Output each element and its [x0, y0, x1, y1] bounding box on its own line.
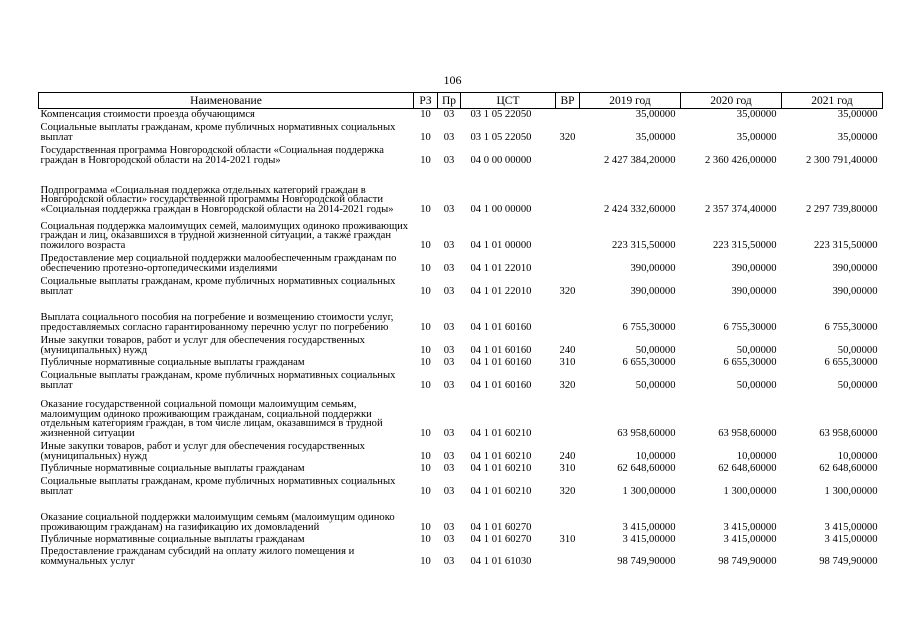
row-cst: 03 1 05 22050: [470, 108, 532, 120]
row-name: Социальные выплаты гражданам, кроме публичных нормативных социальных выплат: [40, 276, 396, 297]
row-pr: 03: [443, 108, 455, 120]
row-pr: 03: [443, 203, 455, 215]
row-2019: 390,00000: [630, 262, 676, 274]
row-2021: 1 300,00000: [824, 485, 878, 497]
row-2020: 50,00000: [736, 344, 777, 356]
row-name: Государственная программа Новгородской области «Социальная поддержка граждан в Новгородской области на 2014-2021 годы»: [40, 145, 384, 166]
row-2020: 62 648,60000: [718, 462, 777, 474]
row-vr: [556, 144, 580, 167]
row-pr: 03: [443, 154, 455, 166]
row-2021: 2 300 791,40000: [805, 154, 878, 166]
row-2021: 63 958,60000: [819, 427, 878, 439]
row-name: Иные закупки товаров, работ и услуг для обеспечения государственных (муниципальных) нужд: [40, 335, 365, 356]
row-cst: 04 1 01 60160: [470, 379, 532, 391]
row-pr: 03: [443, 521, 455, 533]
row-2020: 98 749,90000: [718, 555, 777, 567]
row-pr: 03: [443, 427, 455, 439]
row-cst: 04 1 01 60210: [470, 427, 532, 439]
row-vr: 320: [559, 131, 576, 143]
table-row: [39, 144, 883, 167]
row-vr: [556, 216, 580, 252]
row-2019: 35,00000: [635, 108, 676, 120]
header-rz: РЗ: [414, 93, 438, 109]
table-row: [39, 357, 883, 369]
row-name: Компенсация стоимости проезда обучающимся: [40, 108, 255, 120]
row-2019: 6 755,30000: [622, 321, 676, 333]
table-body: [39, 109, 883, 568]
row-vr: 320: [559, 285, 576, 297]
row-name: Предоставление мер социальной поддержки малообеспеченным гражданам по обеспечению протезно-ортопедическими изделиями: [40, 253, 397, 274]
table-row: [39, 475, 883, 498]
row-rz: 10: [420, 344, 431, 356]
row-2019: 50,00000: [635, 379, 676, 391]
row-rz: 10: [420, 262, 431, 274]
row-cst: 04 1 01 22010: [470, 285, 532, 297]
row-2020: 223 315,50000: [712, 239, 777, 251]
row-pr: 03: [443, 344, 455, 356]
row-vr: 310: [559, 533, 576, 545]
row-name: Выплата социального пособия на погребение и возмещению стоимости услуг, предоставляемых согласно гарантированному перечню услуг по погребению: [40, 312, 394, 333]
row-2020: 3 415,00000: [723, 521, 777, 533]
row-name: Публичные нормативные социальные выплаты гражданам: [40, 533, 305, 545]
row-name: Социальная поддержка малоимущих семей, малоимущих одиноко проживающих граждан и лиц, оказавшихся в трудной жизненной ситуации, а также граждан пожилого возраста: [40, 220, 409, 251]
row-cst: 04 1 01 60160: [470, 344, 532, 356]
row-2020: 1 300,00000: [723, 485, 777, 497]
table-row: [39, 392, 883, 440]
row-cst: 04 1 01 60160: [470, 356, 532, 368]
row-2019: 3 415,00000: [622, 533, 676, 545]
row-2021: 3 415,00000: [824, 521, 878, 533]
row-name: Оказание социальной поддержки малоимущим семьям (малоимущим одиноко проживающим гражданам) на газификацию их домовладений: [40, 512, 395, 533]
table-row: [39, 216, 883, 252]
row-vr: [556, 252, 580, 275]
row-rz: 10: [420, 131, 431, 143]
row-2019: 3 415,00000: [622, 521, 676, 533]
row-rz: 10: [420, 462, 431, 474]
row-rz: 10: [420, 285, 431, 297]
row-2020: 6 655,30000: [723, 356, 777, 368]
row-2019: 10,00000: [635, 450, 676, 462]
table-row: [39, 369, 883, 392]
row-rz: 10: [420, 356, 431, 368]
row-pr: 03: [443, 262, 455, 274]
row-vr: [556, 298, 580, 334]
row-rz: 10: [420, 379, 431, 391]
row-name: Публичные нормативные социальные выплаты гражданам: [40, 462, 305, 474]
row-2019: 223 315,50000: [611, 239, 676, 251]
row-2021: 390,00000: [832, 262, 878, 274]
row-2019: 1 300,00000: [622, 485, 676, 497]
row-rz: 10: [420, 485, 431, 497]
row-2020: 10,00000: [736, 450, 777, 462]
row-2021: 390,00000: [832, 285, 878, 297]
row-2021: 50,00000: [837, 379, 878, 391]
row-2021: 62 648,60000: [819, 462, 878, 474]
row-vr: 240: [559, 450, 576, 462]
table-header-row: [39, 93, 883, 109]
row-2020: 2 357 374,40000: [704, 203, 777, 215]
row-pr: 03: [443, 462, 455, 474]
header-2019: 2019 год: [580, 93, 681, 109]
row-cst: 04 1 01 61030: [470, 555, 532, 567]
row-cst: 04 1 01 60270: [470, 533, 532, 545]
table-row: [39, 252, 883, 275]
row-name: Социальные выплаты гражданам, кроме публичных нормативных социальных выплат: [40, 476, 396, 497]
row-pr: 03: [443, 379, 455, 391]
row-rz: 10: [420, 203, 431, 215]
row-vr: [556, 109, 580, 121]
row-2020: 390,00000: [731, 285, 777, 297]
row-2021: 35,00000: [837, 108, 878, 120]
table-row: [39, 546, 883, 568]
row-rz: 10: [420, 555, 431, 567]
row-name: Социальные выплаты гражданам, кроме публичных нормативных социальных выплат: [40, 122, 396, 143]
row-2020: 35,00000: [736, 131, 777, 143]
table-row: [39, 440, 883, 463]
row-vr: [556, 498, 580, 534]
row-vr: 320: [559, 379, 576, 391]
header-name: Наименование: [39, 93, 414, 109]
header-2020: 2020 год: [681, 93, 782, 109]
row-2021: 10,00000: [837, 450, 878, 462]
row-rz: 10: [420, 427, 431, 439]
row-2019: 390,00000: [630, 285, 676, 297]
row-pr: 03: [443, 321, 455, 333]
header-2021: 2021 год: [782, 93, 883, 109]
row-2021: 223 315,50000: [813, 239, 878, 251]
row-2021: 2 297 739,80000: [805, 203, 878, 215]
row-cst: 04 0 00 00000: [470, 154, 532, 166]
table-row: [39, 334, 883, 357]
row-name: Подпрограмма «Социальная поддержка отдельных категорий граждан в Новгородской области» государственной программы Новгородской области «Социальная поддержка граждан в Новгородской области на 2014-2021 годы»: [40, 184, 394, 215]
row-2019: 2 427 384,20000: [603, 154, 676, 166]
row-cst: 04 1 01 60160: [470, 321, 532, 333]
table-row: [39, 167, 883, 216]
row-vr: [556, 167, 580, 216]
row-cst: 03 1 05 22050: [470, 131, 532, 143]
row-name: Социальные выплаты гражданам, кроме публичных нормативных социальных выплат: [40, 370, 396, 391]
header-vr: ВР: [556, 93, 580, 109]
row-2019: 2 424 332,60000: [603, 203, 676, 215]
table-row: [39, 498, 883, 534]
row-name: Оказание государственной социальной помощи малоимущим семьям, малоимущим одиноко проживающим гражданам, социальной поддержки отдельным категориям граждан, в том числе лицам, оказавшимся в трудной жизненной ситуации: [40, 399, 383, 439]
row-rz: 10: [420, 154, 431, 166]
row-name: Иные закупки товаров, работ и услуг для обеспечения государственных (муниципальных) нужд: [40, 441, 365, 462]
row-vr: [556, 546, 580, 568]
row-vr: 310: [559, 462, 576, 474]
row-2020: 35,00000: [736, 108, 777, 120]
row-name: Публичные нормативные социальные выплаты гражданам: [40, 356, 305, 368]
row-rz: 10: [420, 239, 431, 251]
row-2019: 35,00000: [635, 131, 676, 143]
row-vr: 240: [559, 344, 576, 356]
row-rz: 10: [420, 521, 431, 533]
row-2019: 6 655,30000: [622, 356, 676, 368]
row-cst: 04 1 01 22010: [470, 262, 532, 274]
row-2020: 6 755,30000: [723, 321, 777, 333]
row-vr: [556, 392, 580, 440]
row-2021: 35,00000: [837, 131, 878, 143]
row-vr: 310: [559, 356, 576, 368]
row-2021: 6 755,30000: [824, 321, 878, 333]
table-row: [39, 275, 883, 298]
row-pr: 03: [443, 239, 455, 251]
row-pr: 03: [443, 450, 455, 462]
table-row: [39, 534, 883, 546]
row-2021: 3 415,00000: [824, 533, 878, 545]
row-2020: 50,00000: [736, 379, 777, 391]
row-2019: 98 749,90000: [617, 555, 676, 567]
row-vr: 320: [559, 485, 576, 497]
budget-table: [38, 92, 883, 568]
row-cst: 04 1 01 60210: [470, 485, 532, 497]
row-2021: 50,00000: [837, 344, 878, 356]
row-2020: 2 360 426,00000: [704, 154, 777, 166]
row-cst: 04 1 01 60210: [470, 450, 532, 462]
table-row: [39, 463, 883, 475]
row-2021: 98 749,90000: [819, 555, 878, 567]
row-rz: 10: [420, 533, 431, 545]
table-row: [39, 109, 883, 121]
row-pr: 03: [443, 533, 455, 545]
row-2019: 63 958,60000: [617, 427, 676, 439]
row-cst: 04 1 01 00000: [470, 239, 532, 251]
row-rz: 10: [420, 108, 431, 120]
row-2020: 63 958,60000: [718, 427, 777, 439]
row-2019: 62 648,60000: [617, 462, 676, 474]
row-pr: 03: [443, 485, 455, 497]
row-2021: 6 655,30000: [824, 356, 878, 368]
table-row: [39, 121, 883, 144]
row-cst: 04 1 01 60270: [470, 521, 532, 533]
table-row: [39, 298, 883, 334]
row-cst: 04 1 00 00000: [470, 203, 532, 215]
row-name: Предоставление гражданам субсидий на оплату жилого помещения и коммунальных услуг: [40, 546, 355, 567]
row-2020: 3 415,00000: [723, 533, 777, 545]
page-number: 106: [443, 73, 462, 87]
row-2019: 50,00000: [635, 344, 676, 356]
row-pr: 03: [443, 356, 455, 368]
row-2020: 390,00000: [731, 262, 777, 274]
row-cst: 04 1 01 60210: [470, 462, 532, 474]
row-pr: 03: [443, 285, 455, 297]
row-pr: 03: [443, 555, 455, 567]
header-pr: Пр: [438, 93, 461, 109]
row-rz: 10: [420, 450, 431, 462]
header-cst: ЦСТ: [461, 93, 556, 109]
row-rz: 10: [420, 321, 431, 333]
row-pr: 03: [443, 131, 455, 143]
